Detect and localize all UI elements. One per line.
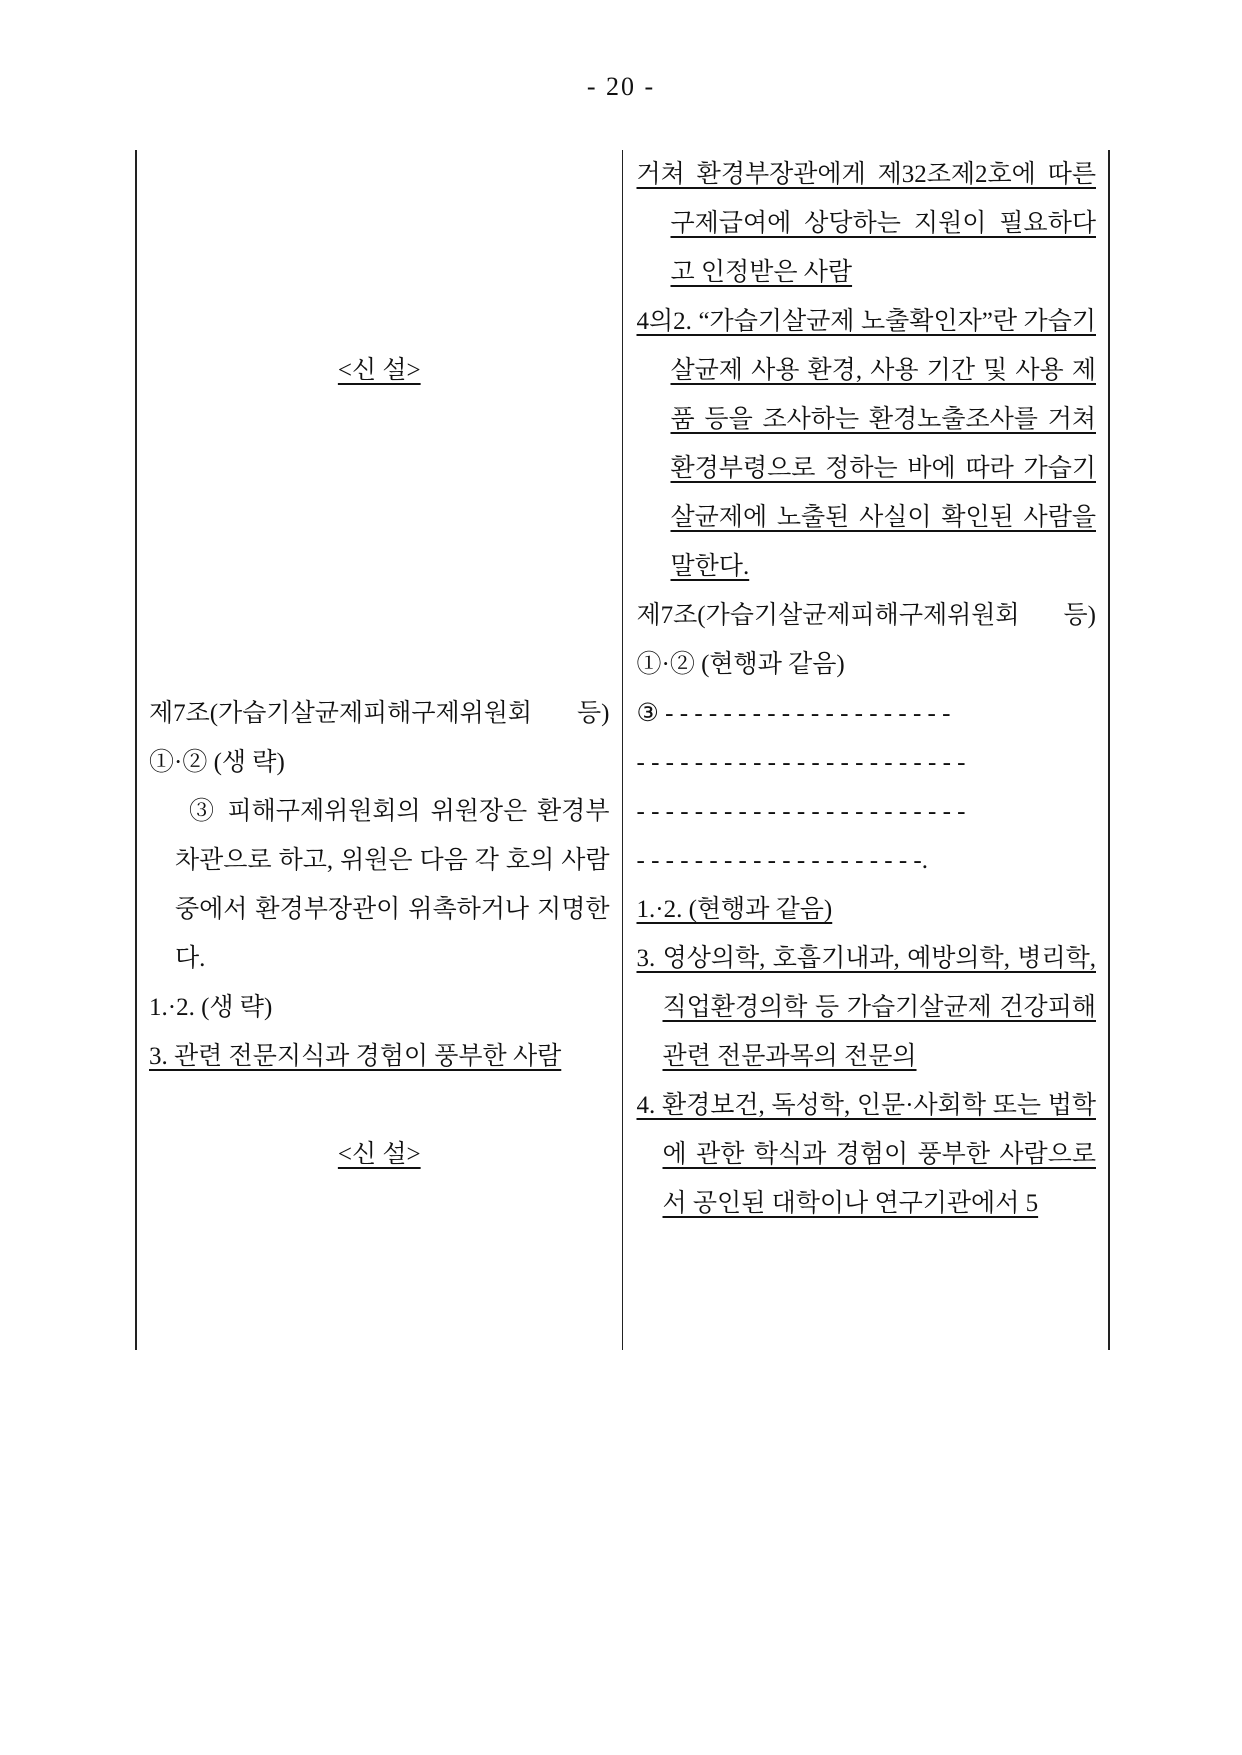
page-number: - 20 -: [586, 72, 656, 101]
left-new-provision-marker-2: <신 설>: [337, 1141, 421, 1168]
left-items-1-2: 1.·2. (생 략): [149, 994, 273, 1021]
right-item-4-2: 4의2. “가습기살균제 노출확인자”란 가습기살균제 사용 환경, 사용 기간 및 사용 제품 등을 조사하는 환경노출조사를 거쳐 환경부령으로 정하는 바에 따라 가습기살균제에 노출된 사실이 확인된 사람을 말한다.: [636, 308, 1096, 580]
right-item-4: 4. 환경보건, 독성학, 인문·사회학 또는 법학에 관한 학식과 경험이 풍부한 사람으로서 공인된 대학이나 연구기관에서 5: [636, 1092, 1096, 1217]
left-article7-clause3: ③ 피해구제위원회의 위원장은 환경부차관으로 하고, 위원은 다음 각 호의 사람 중에서 환경부장관이 위촉하거나 지명한다.: [175, 798, 610, 972]
right-article7-heading: 제7조(가습기살균제피해구제위원회 등) ①·② (현행과 같음): [636, 602, 1096, 678]
left-article7-heading: 제7조(가습기살균제피해구제위원회 등) ①·② (생 략): [149, 700, 610, 776]
right-item-3: 3. 영상의학, 호흡기내과, 예방의학, 병리학, 직업환경의학 등 가습기살균제 건강피해 관련 전문과목의 전문의: [636, 945, 1096, 1070]
right-items-1-2: 1.·2. (현행과 같음): [636, 896, 833, 923]
current-law-column: [135, 150, 623, 1350]
left-item-3: 3. 관련 전문지식과 경험이 풍부한 사람: [149, 1043, 562, 1070]
right-article7-clause3-dashes: ③ - - - - - - - - - - - - - - - - - - - - - - - - - - - - - - - - - - - - - - - - - - - - - - - - - - - - - - - - - - - - - - - - - - - - - - - - - - - - - - - - - - - - - -.: [636, 700, 966, 874]
amended-law-column: [623, 150, 1111, 1350]
left-top-spacer: [149, 150, 610, 346]
left-gap-2: [149, 1081, 610, 1130]
left-new-provision-marker-1: <신 설>: [337, 357, 421, 384]
left-gap-1: [149, 395, 610, 689]
amendment-comparison-table: [135, 150, 1110, 1350]
right-carryover-text: 거쳐 환경부장관에게 제32조제2호에 따른 구제급여에 상당하는 지원이 필요하다고 인정받은 사람: [636, 161, 1096, 286]
